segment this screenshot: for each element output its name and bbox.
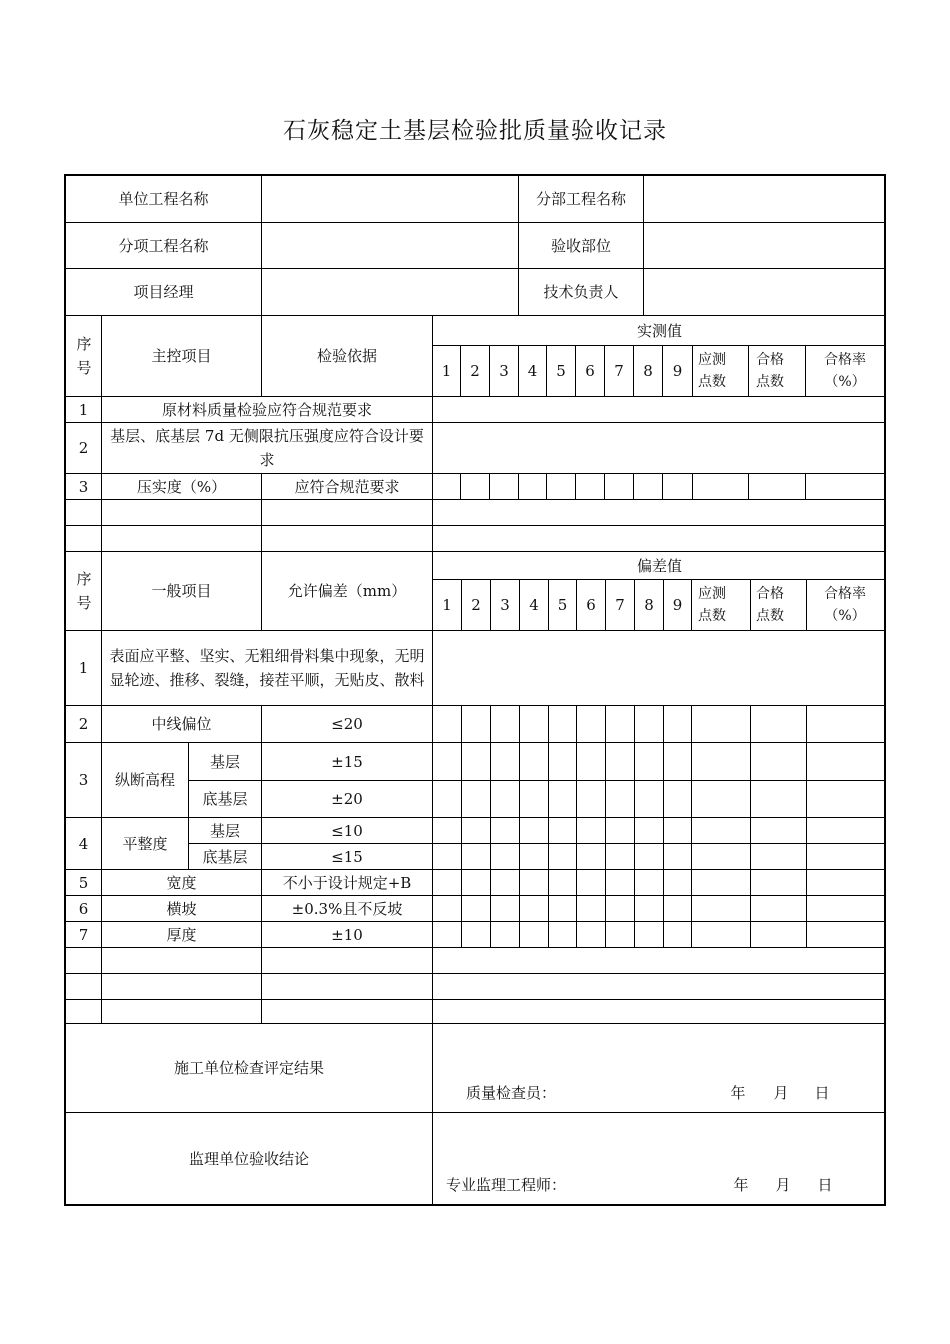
subitem-value[interactable] bbox=[262, 223, 518, 268]
main-row-2-item: 基层、底基层 7d 无侧限抗压强度应符合设计要求 bbox=[110, 427, 424, 469]
general-row-5-seq: 5 bbox=[78, 873, 89, 892]
general-row-4-sub-2-label: 底基层 bbox=[202, 847, 248, 866]
general-row-3-item: 纵断高程 bbox=[114, 771, 175, 789]
general-row-5-item: 宽度 bbox=[166, 873, 197, 892]
tech-lead-label: 技术负责人 bbox=[543, 283, 619, 301]
main-point-col-7: 7 bbox=[614, 362, 624, 380]
main-point-col-3: 3 bbox=[499, 362, 509, 380]
deviation-value-header: 偏差值 bbox=[636, 556, 682, 575]
general-point-col-8: 8 bbox=[644, 596, 654, 614]
grid-h-line bbox=[66, 947, 886, 948]
general-row-6-item: 横坡 bbox=[166, 899, 197, 918]
main-row-3-basis: 应符合规范要求 bbox=[294, 477, 400, 496]
grid-h-line bbox=[66, 525, 886, 526]
grid-v-line bbox=[692, 345, 693, 396]
general-row-6-seq: 6 bbox=[78, 899, 89, 918]
main-point-col-4: 4 bbox=[527, 362, 538, 380]
grid-v-line bbox=[604, 473, 605, 499]
general-row-2-seq: 2 bbox=[78, 715, 89, 733]
inspection-record-table bbox=[64, 174, 886, 1206]
main-should-points-header: 应测点数 bbox=[698, 352, 726, 390]
grid-h-line bbox=[66, 999, 886, 1000]
grid-v-line bbox=[748, 345, 749, 396]
grid-v-line bbox=[662, 473, 663, 499]
main-point-col-1: 1 bbox=[441, 362, 452, 380]
general-point-col-1: 1 bbox=[442, 596, 452, 614]
supervision-day: 日 bbox=[817, 1176, 833, 1194]
grid-v-line bbox=[605, 705, 606, 947]
grid-v-line bbox=[805, 345, 806, 396]
grid-v-line bbox=[489, 473, 490, 499]
general-point-col-3: 3 bbox=[500, 596, 510, 614]
construction-month: 月 bbox=[773, 1084, 789, 1102]
grid-h-line bbox=[66, 973, 886, 974]
general-row-4-seq: 4 bbox=[78, 834, 89, 853]
construction-result-label: 施工单位检查评定结果 bbox=[173, 1058, 324, 1077]
grid-v-line bbox=[691, 705, 692, 947]
grid-v-line bbox=[805, 473, 806, 499]
unit-project-value[interactable] bbox=[262, 176, 518, 222]
subitem-label: 分项工程名称 bbox=[118, 236, 209, 255]
general-row-4-sub-1-label: 基层 bbox=[209, 821, 240, 840]
grid-v-line bbox=[548, 705, 549, 947]
main-basis-header: 检验依据 bbox=[316, 347, 377, 365]
grid-v-line bbox=[546, 473, 547, 499]
general-should-points-header: 应测点数 bbox=[698, 586, 726, 624]
grid-v-line bbox=[748, 473, 749, 499]
general-pass-rate-header: 合格率（%） bbox=[824, 586, 866, 624]
general-row-4-item: 平整度 bbox=[122, 834, 168, 853]
main-row-3-seq: 3 bbox=[78, 477, 89, 496]
general-seq-header: 序号 bbox=[76, 570, 92, 612]
grid-v-line bbox=[518, 473, 519, 499]
main-point-col-5: 5 bbox=[556, 362, 566, 380]
measured-value-header: 实测值 bbox=[636, 321, 682, 340]
grid-v-line bbox=[461, 705, 462, 947]
general-item-header: 一般项目 bbox=[151, 582, 212, 600]
general-row-1-item: 表面应平整、坚实、无粗细骨料集中现象，无明显轮迹、推移、裂缝，接茬平顺，无贴皮、散料 bbox=[109, 647, 425, 689]
general-row-2-tolerance: ≤20 bbox=[331, 715, 363, 733]
supervision-result-label: 监理单位验收结论 bbox=[188, 1149, 309, 1168]
grid-v-line bbox=[460, 473, 461, 499]
general-row-2-item: 中线偏位 bbox=[151, 715, 212, 733]
supervision-engineer-label: 专业监理工程师： bbox=[446, 1176, 567, 1194]
grid-v-line bbox=[519, 705, 520, 947]
grid-v-line bbox=[634, 705, 635, 947]
acceptance-part-value[interactable] bbox=[644, 223, 886, 268]
grid-h-line bbox=[66, 499, 886, 500]
main-seq-header: 序号 bbox=[76, 335, 92, 377]
main-row-2-seq: 2 bbox=[78, 439, 89, 457]
page-title: 石灰稳定土基层检验批质量验收记录 bbox=[283, 118, 667, 144]
general-row-3-sub-2-tolerance: ±20 bbox=[331, 790, 363, 808]
grid-v-line bbox=[691, 579, 692, 630]
division-value[interactable] bbox=[644, 176, 886, 222]
unit-project-label: 单位工程名称 bbox=[118, 190, 209, 208]
main-point-col-9: 9 bbox=[672, 362, 683, 380]
grid-v-line bbox=[806, 579, 807, 630]
division-label: 分部工程名称 bbox=[535, 190, 626, 208]
construction-day: 日 bbox=[814, 1084, 830, 1102]
general-row-7-tolerance: ±10 bbox=[331, 925, 363, 944]
main-point-col-6: 6 bbox=[585, 362, 595, 380]
general-row-3-seq: 3 bbox=[78, 771, 89, 789]
main-point-col-8: 8 bbox=[643, 362, 653, 380]
general-row-3-sub-1-tolerance: ±15 bbox=[331, 752, 363, 771]
construction-year: 年 bbox=[730, 1084, 746, 1102]
general-tolerance-header: 允许偏差（mm） bbox=[287, 582, 407, 600]
general-point-col-2: 2 bbox=[471, 596, 481, 614]
project-manager-value[interactable] bbox=[262, 269, 518, 315]
general-point-col-6: 6 bbox=[586, 596, 596, 614]
general-row-3-sub-1-label: 基层 bbox=[209, 752, 240, 771]
general-qualified-points-header: 合格点数 bbox=[756, 586, 784, 624]
grid-v-line bbox=[750, 705, 751, 947]
quality-inspector-label: 质量检查员： bbox=[466, 1084, 557, 1102]
grid-v-line bbox=[576, 705, 577, 947]
general-row-1-seq: 1 bbox=[78, 659, 89, 677]
grid-v-line bbox=[575, 473, 576, 499]
main-pass-rate-header: 合格率（%） bbox=[824, 352, 866, 390]
general-row-5-tolerance: 不小于设计规定+B bbox=[282, 873, 412, 892]
general-row-4-sub-1-tolerance: ≤10 bbox=[331, 821, 363, 840]
main-point-col-2: 2 bbox=[470, 362, 480, 380]
main-item-header: 主控项目 bbox=[151, 347, 212, 365]
acceptance-part-label: 验收部位 bbox=[550, 236, 611, 255]
supervision-year: 年 bbox=[733, 1176, 749, 1194]
general-row-7-seq: 7 bbox=[78, 925, 89, 944]
grid-v-line bbox=[692, 473, 693, 499]
tech-lead-value[interactable] bbox=[644, 269, 886, 315]
grid-v-line bbox=[432, 551, 433, 1204]
grid-v-line bbox=[633, 473, 634, 499]
general-row-6-tolerance: ±0.3%且不反坡 bbox=[291, 899, 403, 918]
main-row-1-seq: 1 bbox=[78, 400, 89, 419]
general-row-4-sub-2-tolerance: ≤15 bbox=[331, 847, 363, 866]
general-point-col-7: 7 bbox=[615, 596, 625, 614]
main-row-1-item: 原材料质量检验应符合规范要求 bbox=[161, 400, 372, 419]
grid-v-line bbox=[806, 705, 807, 947]
main-qualified-points-header: 合格点数 bbox=[756, 352, 784, 390]
project-manager-label: 项目经理 bbox=[133, 283, 194, 301]
general-row-3-sub-2-label: 底基层 bbox=[202, 790, 248, 808]
grid-v-line bbox=[663, 705, 664, 947]
general-point-col-9: 9 bbox=[672, 596, 683, 614]
general-row-7-item: 厚度 bbox=[166, 925, 197, 944]
general-point-col-5: 5 bbox=[557, 596, 568, 614]
main-row-3-item: 压实度（%） bbox=[136, 477, 227, 496]
grid-v-line bbox=[490, 705, 491, 947]
grid-v-line bbox=[750, 579, 751, 630]
general-point-col-4: 4 bbox=[529, 596, 539, 614]
supervision-month: 月 bbox=[775, 1176, 791, 1194]
